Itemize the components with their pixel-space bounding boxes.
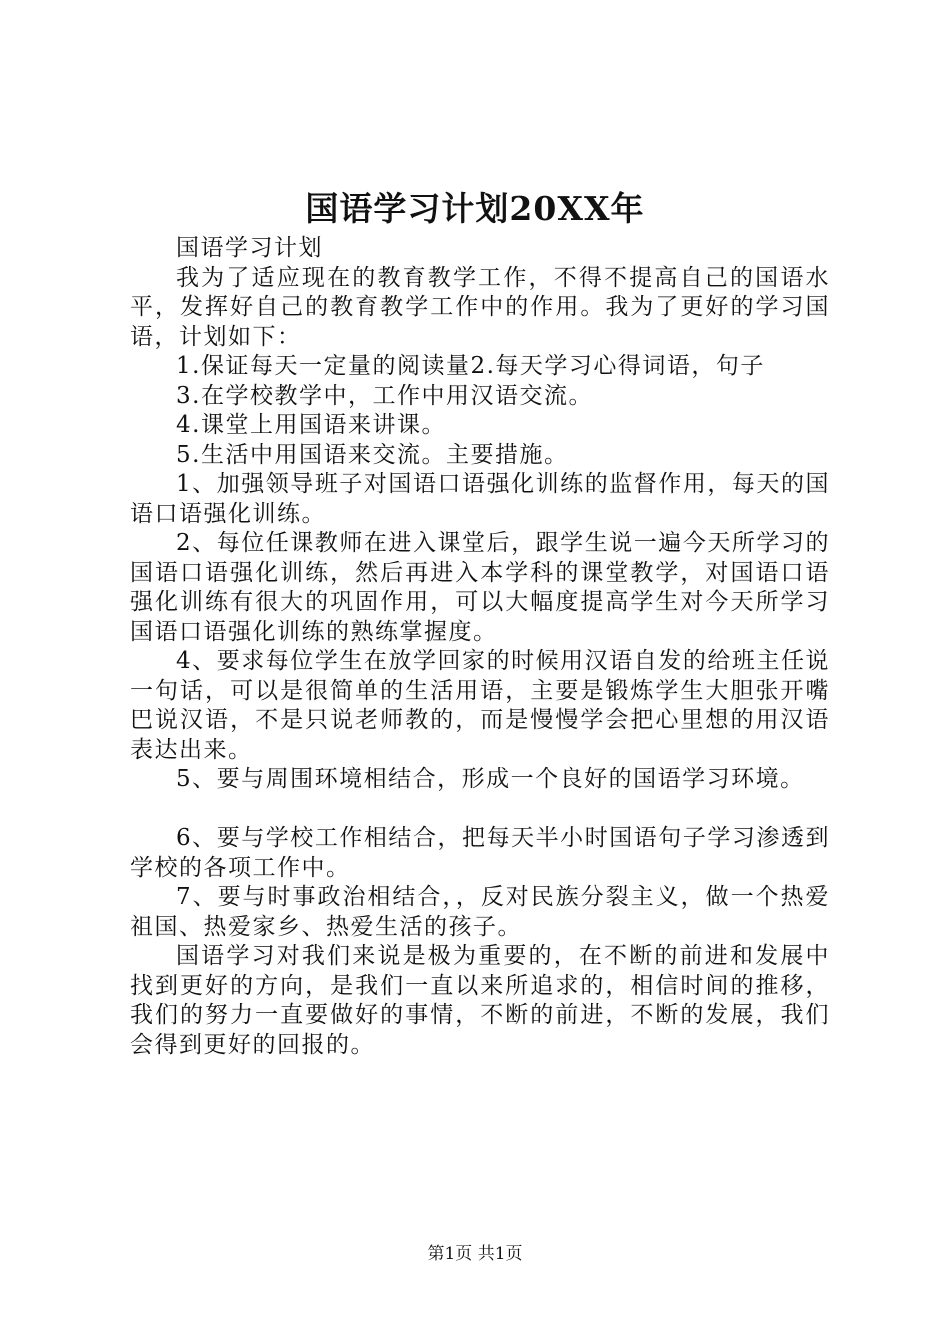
paragraph-heading: 国语学习计划 [176,235,323,261]
paragraph-plan-5: 5.生活中用国语来交流。主要措施。 [176,441,569,468]
paragraph-measure-1: 1、加强领导班子对国语口语强化训练的监督作用，每天的国语口语强化训练。 [130,471,830,527]
paragraph-measure-7: 7、要与时事政治相结合，，反对民族分裂主义，做一个热爱祖国、热爱家乡、热爱生活的孩子。 [130,884,830,940]
paragraph-plan-1-2: 1.保证每天一定量的阅读量2.每天学习心得词语，句子 [176,353,765,379]
paragraph-measure-6: 6、要与学校工作相结合，把每天半小时国语句子学习渗透到学校的各项工作中。 [130,825,830,881]
paragraph-measure-5: 5、要与周围环境相结合，形成一个良好的国语学习环境。 [176,766,805,792]
paragraph-measure-2: 2、每位任课教师在进入课堂后，跟学生说一遍今天所学习的国语口语强化训练，然后再进入本学科的课堂教学，对国语口语强化训练有很大的巩固作用，可以大幅度提高学生对今天所学习国语口语强化训练的熟练掌握度。 [130,530,830,645]
page-footer: 第1页 共1页 [427,1244,523,1264]
paragraph-conclusion: 国语学习对我们来说是极为重要的，在不断的前进和发展中找到更好的方向，是我们一直以来所追求的，相信时间的推移，我们的努力一直要做好的事情，不断的前进，不断的发展，我们会得到更好的回报的。 [130,943,830,1058]
paragraph-intro: 我为了适应现在的教育教学工作，不得不提高自己的国语水平，发挥好自己的教育教学工作中的作用。我为了更好的学习国语，计划如下： [130,264,830,350]
document-body [130,234,830,1060]
document-title: 国语学习计划20XX年 [305,189,645,228]
paragraph-plan-4: 4.课堂上用国语来讲课。 [176,412,446,438]
paragraph-measure-4: 4、要求每位学生在放学回家的时候用汉语自发的给班主任说一句话，可以是很简单的生活用语，主要是锻炼学生大胆张开嘴巴说汉语，不是只说老师教的，而是慢慢学会把心里想的用汉语表达出来。 [130,648,830,763]
paragraph-plan-3: 3.在学校教学中，工作中用汉语交流。 [176,382,593,409]
